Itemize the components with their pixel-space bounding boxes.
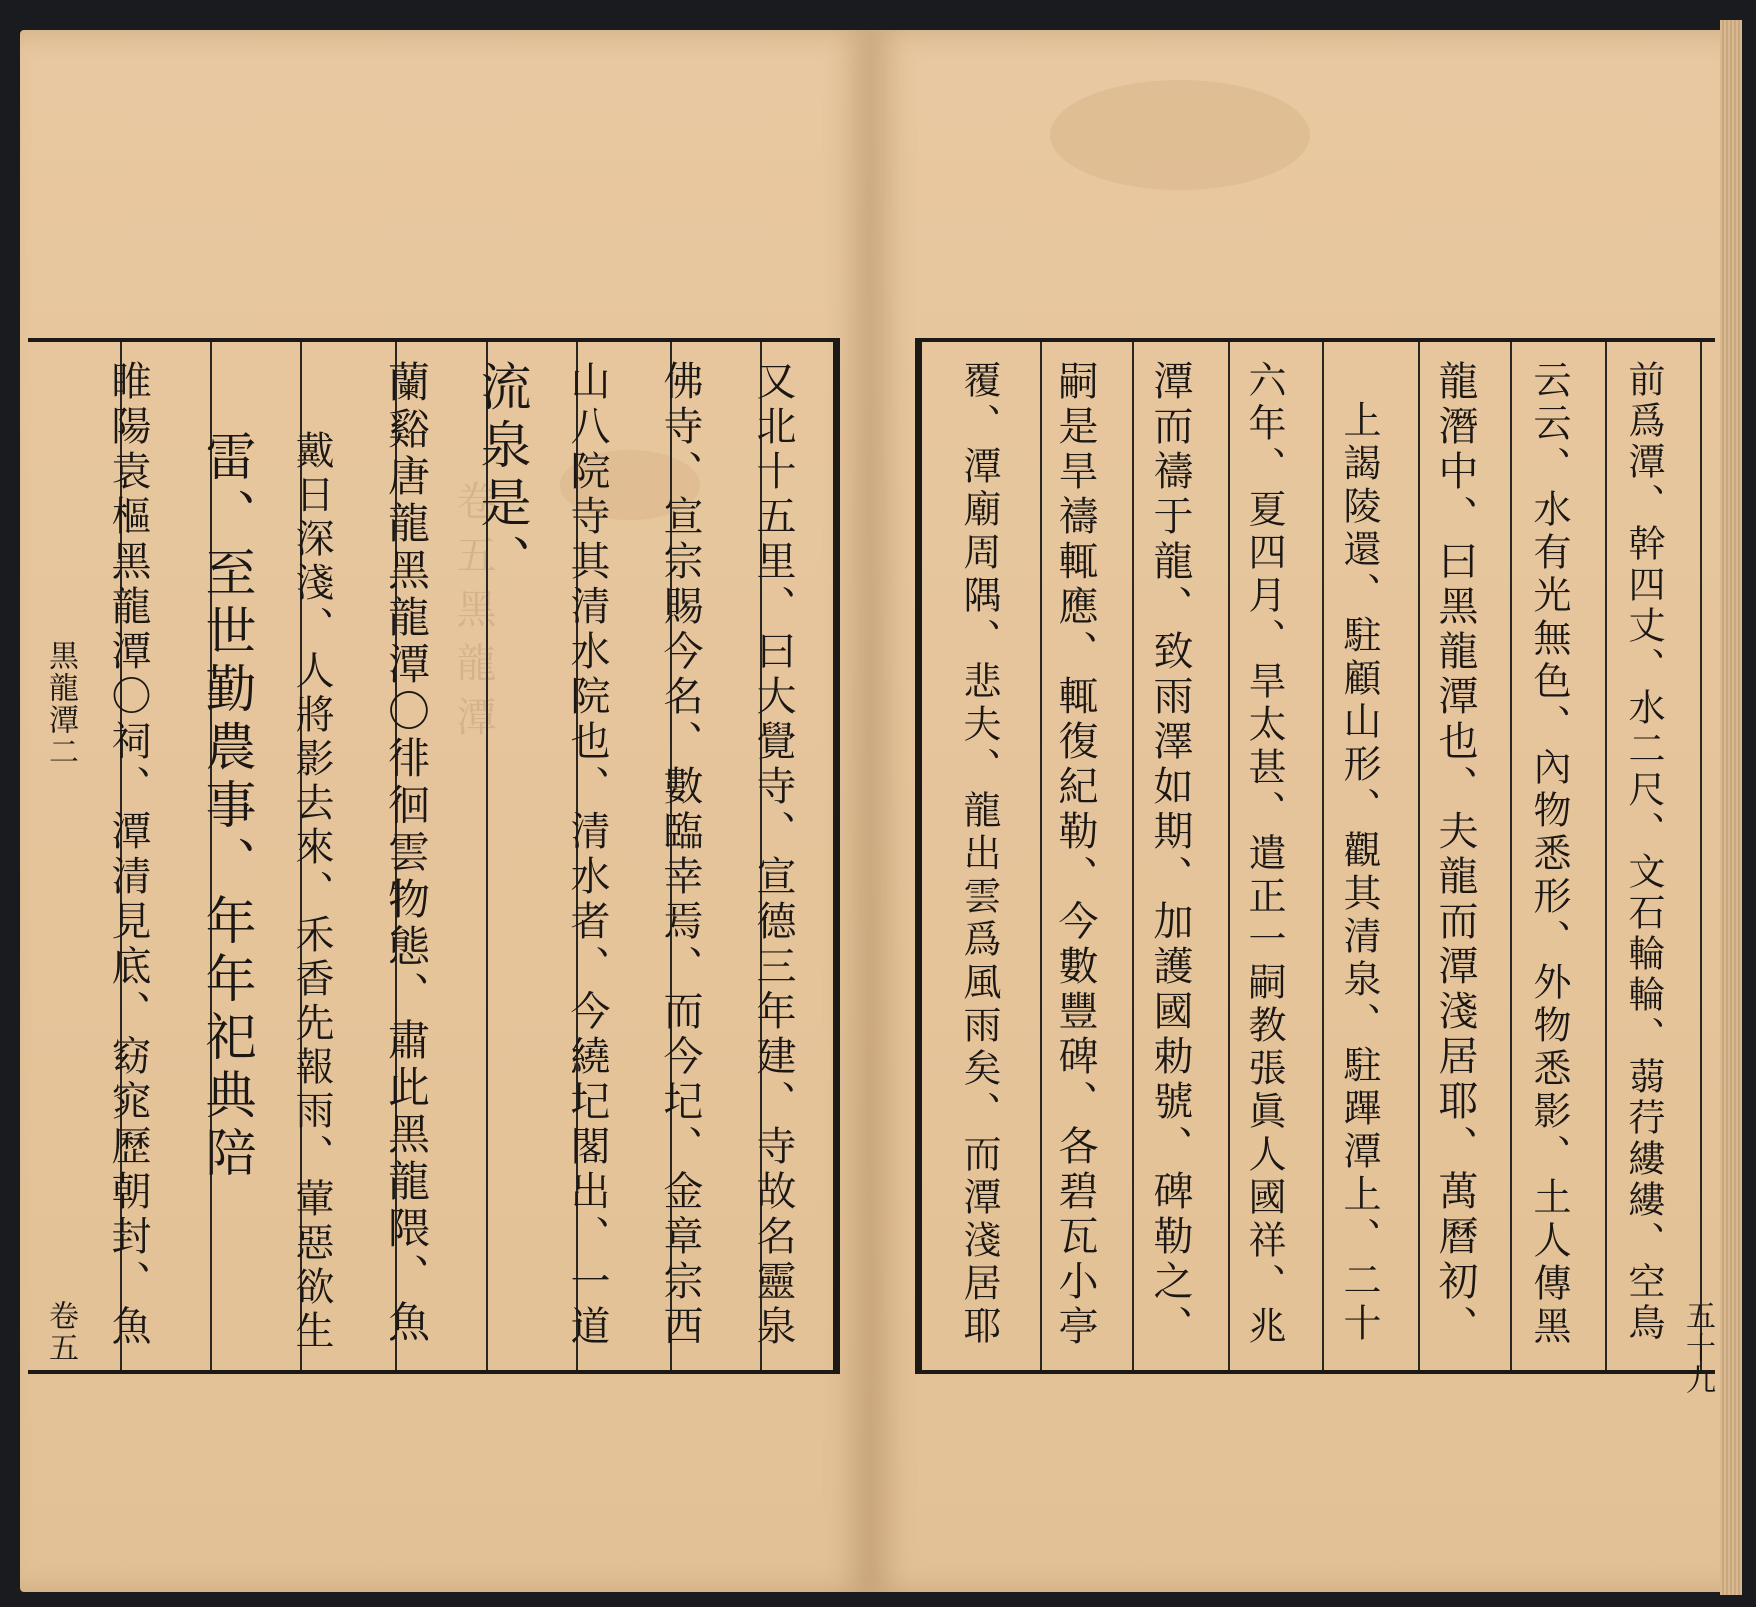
bleed-through-mark: 卷五黑龍潭 xyxy=(450,480,496,750)
column-rule xyxy=(1418,342,1420,1370)
text-column: 嗣是旱禱輒應、輒復紀勒、今數豐碑、各碧瓦小亭 xyxy=(1052,360,1098,1350)
text-column: 戴日深淺、人將影去來、禾香先報雨、葷惡欲生 xyxy=(289,430,334,1354)
column-rule xyxy=(1132,342,1134,1370)
column-rule xyxy=(1228,342,1230,1370)
text-column: 流泉是、 xyxy=(471,360,530,592)
column-rule xyxy=(1040,342,1042,1370)
left-frame-spine-border xyxy=(833,338,840,1374)
text-column: 前爲潭、幹四丈、水二尺、文石輪輪、蒻荇縷縷、空鳥 xyxy=(1622,360,1665,1344)
right-frame-bottom xyxy=(915,1370,1715,1374)
left-frame-top xyxy=(28,338,840,342)
text-column: 蘭谿唐龍黑龍潭〇徘徊雲物態、肅此黑龍隈、魚 xyxy=(382,360,431,1347)
text-column: 睢陽袁樞黑龍潭〇祠、潭清見底、窈窕歷朝封、魚 xyxy=(105,360,151,1350)
text-column: 云云、水有光無色、內物悉形、外物悉影、土人傳黑 xyxy=(1527,360,1571,1349)
text-column: 龍潛中、曰黑龍潭也、夫龍而潭淺居耶、萬曆初、 xyxy=(1432,360,1478,1350)
column-rule xyxy=(1700,342,1702,1370)
text-column: 又北十五里、曰大覺寺、宣德三年建、寺故名靈泉 xyxy=(750,360,796,1350)
margin-volume: 卷五 xyxy=(43,1300,78,1364)
right-frame-top xyxy=(915,338,1715,342)
paper-stain xyxy=(1050,80,1310,190)
column-rule xyxy=(1605,342,1607,1370)
text-column: 覆、潭廟周隅、悲夫、龍出雲爲風雨矣、而潭淺居耶 xyxy=(957,360,1001,1349)
text-column: 六年、夏四月、旱太甚、遣正一嗣教張眞人國祥、兆 xyxy=(1242,360,1286,1349)
text-column: 雷、至世勤農事、年年祀典陪 xyxy=(196,430,255,1184)
text-column: 佛寺、宣宗賜今名、數臨幸焉、而今圮、金章宗西 xyxy=(657,360,703,1350)
margin-title: 黒龍潭二 xyxy=(43,640,78,768)
text-column: 上謁陵還、駐顧山形、觀其清泉、駐蹕潭上、二十 xyxy=(1337,400,1381,1346)
right-frame-spine-border xyxy=(915,338,922,1374)
text-column: 山八院寺其清水院也、清水者、今繞圮閣出、一道 xyxy=(564,360,610,1350)
left-frame-bottom xyxy=(28,1370,840,1374)
column-rule xyxy=(1322,342,1324,1370)
text-column: 潭而禱于龍、致雨澤如期、加護國勅號、碑勒之、 xyxy=(1147,360,1193,1350)
page-edge xyxy=(1720,20,1742,1595)
margin-page-number: 五十九 xyxy=(1680,1300,1715,1396)
column-rule xyxy=(1510,342,1512,1370)
